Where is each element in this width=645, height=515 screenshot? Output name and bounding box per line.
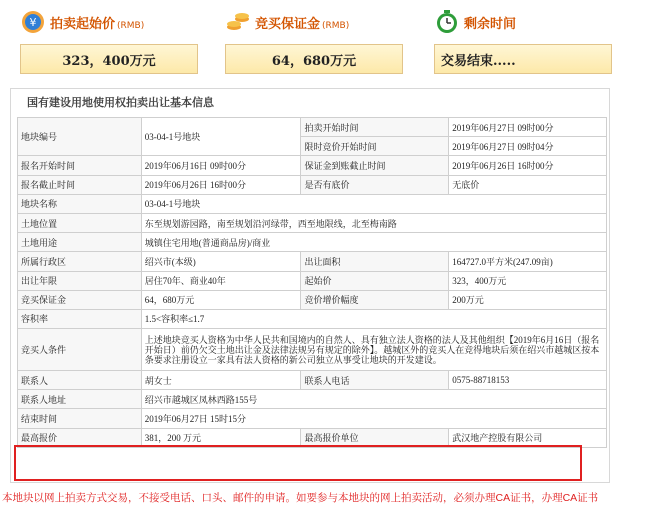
- label-district: 所属行政区: [18, 252, 142, 271]
- value-highest-bidder: 武汉地产控股有限公司: [449, 428, 607, 447]
- label-bidder-conditions: 竞买人条件: [18, 329, 142, 371]
- value-contact-address: 绍兴市越城区凤林西路155号: [141, 390, 606, 409]
- deposit-title: 竞买保证金 (RMB): [255, 16, 350, 32]
- label-auction-start: 拍卖开始时间: [301, 118, 449, 137]
- table-row: [18, 390, 607, 409]
- deposit-value: 64，680万元: [225, 44, 403, 74]
- value-district: 绍兴市(本级): [141, 252, 301, 271]
- svg-text:¥: ¥: [29, 16, 37, 29]
- table-row: [18, 271, 607, 290]
- value-bid-deposit: 64，680万元: [141, 290, 301, 309]
- auction-summary: [0, 0, 645, 85]
- remaining-time-card: [434, 8, 612, 82]
- money-bag-icon: [20, 9, 46, 35]
- table-row: [18, 118, 607, 137]
- clock-icon: [434, 9, 460, 35]
- value-start-price: 323，400万元: [449, 271, 607, 290]
- value-location: 东至规划游园路，南至规划沿河绿带，西至地限线，北至梅南路: [141, 213, 606, 232]
- label-contact-address: 联系人地址: [18, 390, 142, 409]
- value-lease-term: 居住70年、商业40年: [141, 271, 301, 290]
- table-row: [18, 309, 607, 328]
- value-area: 164727.0平方米(247.09亩): [449, 252, 607, 271]
- table-row: [18, 409, 607, 428]
- table-row: [18, 290, 607, 309]
- label-parcel-name: 地块名称: [18, 194, 142, 213]
- value-contact: 胡女士: [141, 371, 301, 390]
- label-highest-bid: 最高报价: [18, 428, 142, 447]
- value-signup-end: 2019年06月26日 16时00分: [141, 175, 301, 194]
- label-signup-end: 报名截止时间: [18, 175, 142, 194]
- value-land-use: 城镇住宅用地(普通商品房)/商业: [141, 233, 606, 252]
- value-reserve-price: 无底价: [449, 175, 607, 194]
- value-parcel-name: 03-04-1号地块: [141, 194, 606, 213]
- label-plot-ratio: 容积率: [18, 309, 142, 328]
- start-price-value: 323，400万元: [20, 44, 198, 74]
- label-lease-term: 出让年限: [18, 271, 142, 290]
- table-row: [18, 233, 607, 252]
- label-reserve-price: 是否有底价: [301, 175, 449, 194]
- start-price-title: 拍卖起始价 (RMB): [50, 16, 145, 32]
- table-row: [18, 252, 607, 271]
- table-row: [18, 371, 607, 390]
- value-auction-start: 2019年06月27日 09时00分: [449, 118, 607, 137]
- label-contact-phone: 联系人电话: [301, 371, 449, 390]
- remaining-time-value: 交易结束.....: [434, 44, 612, 74]
- label-end-time: 结束时间: [18, 409, 142, 428]
- value-bid-increment: 200万元: [449, 290, 607, 309]
- label-highest-bidder: 最高报价单位: [301, 428, 449, 447]
- table-row: [18, 194, 607, 213]
- value-timed-bid-start: 2019年06月27日 09时04分: [449, 137, 607, 156]
- value-bidder-conditions: 上述地块竞买人资格为中华人民共和国境内的自然人、具有独立法人资格的法人及其他组织【2019年6月16日（报名开始日）前仍欠交土地出让金及法律法规另有规定的除外】。越城区外的竞买人在竞得地块后须在绍兴市越城区按本条要求注册设立一家具有法人资格的新公司独立从事受让地块的开发建设。: [141, 329, 606, 371]
- label-start-price: 起始价: [301, 271, 449, 290]
- value-end-time: 2019年06月27日 15时15分: [141, 409, 606, 428]
- highest-bid-highlight-box: [14, 445, 582, 481]
- label-deposit-deadline: 保证金到账截止时间: [301, 156, 449, 175]
- table-row: [18, 156, 607, 175]
- value-plot-ratio: 1.5<容积率≤1.7: [141, 309, 606, 328]
- label-timed-bid-start: 限时竞价开始时间: [301, 137, 449, 156]
- remaining-time-title: 剩余时间: [464, 16, 517, 32]
- label-area: 出让面积: [301, 252, 449, 271]
- coins-icon: [225, 9, 251, 35]
- value-parcel-no: 03-04-1号地块: [141, 118, 301, 156]
- table-row: [18, 213, 607, 232]
- label-land-use: 土地用途: [18, 233, 142, 252]
- table-row: [18, 175, 607, 194]
- label-bid-increment: 竞价增价幅度: [301, 290, 449, 309]
- label-location: 土地位置: [18, 213, 142, 232]
- label-contact: 联系人: [18, 371, 142, 390]
- deposit-card: [225, 8, 403, 82]
- table-row: [18, 329, 607, 371]
- panel-title: 国有建设用地使用权拍卖出让基本信息: [27, 96, 214, 109]
- land-info-panel: [10, 88, 610, 483]
- start-price-card: [20, 8, 198, 82]
- land-info-table: [17, 117, 607, 448]
- label-bid-deposit: 竞买保证金: [18, 290, 142, 309]
- value-deposit-deadline: 2019年06月26日 16时00分: [449, 156, 607, 175]
- label-parcel-no: 地块编号: [18, 118, 142, 156]
- value-contact-phone: 0575-88718153: [449, 371, 607, 390]
- value-signup-start: 2019年06月16日 09时00分: [141, 156, 301, 175]
- value-highest-bid: 381，200 万元: [141, 428, 301, 447]
- online-auction-notice: 本地块以网上拍卖方式交易，不接受电话、口头、邮件的申请。如要参与本地块的网上拍卖活动，必须办理CA证书，办理CA证书: [2, 492, 599, 504]
- label-signup-start: 报名开始时间: [18, 156, 142, 175]
